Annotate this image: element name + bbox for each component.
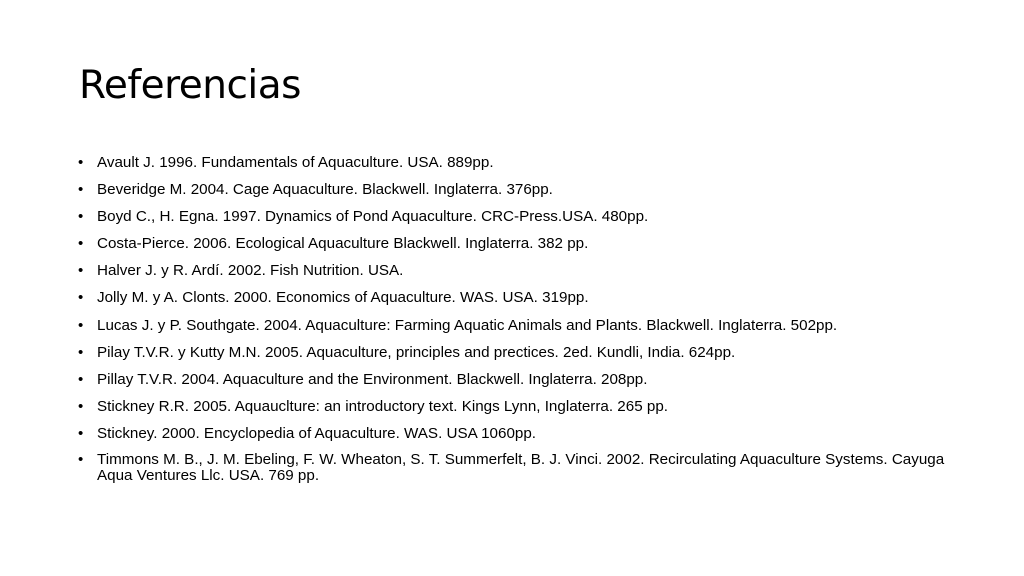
references-list — [78, 154, 948, 493]
reference-text: Lucas J. y P. Southgate. 2004. Aquaculture: Farming Aquatic Animals and Plants. Blackwell. Inglaterra. 502pp. — [97, 316, 838, 334]
bullet-icon: • — [78, 154, 84, 171]
reference-text: Costa-Pierce. 2006. Ecological Aquaculture Blackwell. Inglaterra. 382 pp. — [97, 235, 589, 253]
reference-text: Jolly M. y A. Clonts. 2000. Economics of Aquaculture. WAS. USA. 319pp. — [97, 289, 589, 307]
reference-item — [78, 235, 948, 252]
slide-title: Referencias — [79, 63, 301, 108]
bullet-icon: • — [78, 451, 84, 469]
reference-text: Boyd C., H. Egna. 1997. Dynamics of Pond Aquaculture. CRC-Press.USA. 480pp. — [97, 208, 649, 226]
bullet-icon: • — [78, 235, 84, 253]
reference-text: Halver J. y R. Ardí. 2002. Fish Nutrition. USA. — [97, 262, 404, 280]
bullet-icon: • — [78, 424, 84, 442]
reference-item — [78, 452, 948, 483]
reference-item — [78, 425, 948, 442]
bullet-icon: • — [78, 343, 84, 361]
reference-item — [78, 262, 948, 279]
reference-text: Pillay T.V.R. 2004. Aquaculture and the Environment. Blackwell. Inglaterra. 208pp. — [97, 370, 648, 388]
reference-item — [78, 289, 948, 306]
reference-text: Beveridge M. 2004. Cage Aquaculture. Blackwell. Inglaterra. 376pp. — [97, 181, 553, 199]
reference-text: Stickney. 2000. Encyclopedia of Aquaculture. WAS. USA 1060pp. — [97, 424, 537, 442]
reference-item — [78, 371, 948, 388]
reference-text: Pilay T.V.R. y Kutty M.N. 2005. Aquaculture, principles and prectices. 2ed. Kundli, India. 624pp. — [97, 343, 736, 361]
reference-item — [78, 398, 948, 415]
bullet-icon: • — [78, 208, 84, 226]
bullet-icon: • — [78, 397, 84, 415]
reference-text: Timmons M. B., J. M. Ebeling, F. W. Wheaton, S. T. Summerfelt, B. J. Vinci. 2002. Recirculating Aquaculture Systems. Cayuga Aqua Ventures Llc. USA. 769 pp. — [97, 451, 945, 484]
reference-item — [78, 344, 948, 361]
bullet-icon: • — [78, 289, 84, 307]
bullet-icon: • — [78, 181, 84, 199]
reference-item — [78, 317, 948, 334]
reference-item — [78, 181, 948, 198]
bullet-icon: • — [78, 262, 84, 280]
bullet-icon: • — [78, 316, 84, 334]
reference-item — [78, 154, 948, 171]
reference-text: Stickney R.R. 2005. Aquauclture: an introductory text. Kings Lynn, Inglaterra. 265 pp. — [97, 397, 668, 415]
reference-text: Avault J. 1996. Fundamentals of Aquaculture. USA. 889pp. — [97, 154, 494, 171]
bullet-icon: • — [78, 370, 84, 388]
reference-item — [78, 208, 948, 225]
